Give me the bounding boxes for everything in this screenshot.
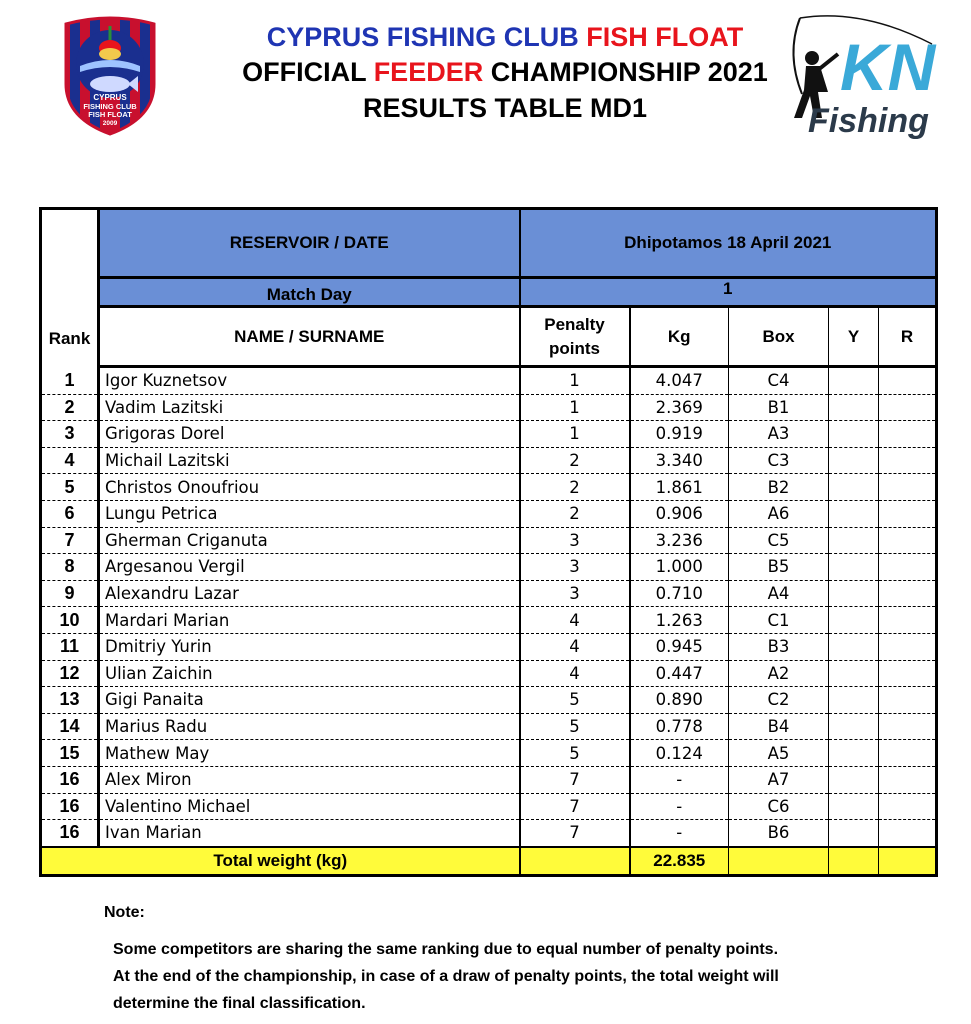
total-penalty-cell xyxy=(520,847,630,876)
table-row xyxy=(41,580,937,607)
rank-cell: 10 xyxy=(41,607,99,634)
rank-cell: 2 xyxy=(41,394,99,421)
note-line-1: Some competitors are sharing the same ranking due to equal number of penalty points. xyxy=(113,941,779,958)
r-cell xyxy=(879,394,937,421)
table-row xyxy=(41,687,937,714)
penalty-header-line2: points xyxy=(549,338,600,358)
logo-text-fishing: Fishing xyxy=(808,102,929,140)
y-cell xyxy=(829,660,879,687)
rank-cell: 1 xyxy=(41,367,99,395)
y-cell xyxy=(829,633,879,660)
penalty-cell: 3 xyxy=(520,527,630,554)
penalty-cell: 1 xyxy=(520,394,630,421)
rank-cell: 15 xyxy=(41,740,99,767)
total-box-cell xyxy=(729,847,829,876)
r-cell xyxy=(879,740,937,767)
reservoir-label: RESERVOIR / DATE xyxy=(99,209,520,278)
kg-cell: - xyxy=(630,820,729,847)
y-cell xyxy=(829,554,879,581)
penalty-cell: 5 xyxy=(520,713,630,740)
box-cell: B4 xyxy=(729,713,829,740)
name-cell: Valentino Michael xyxy=(99,793,520,820)
note-section xyxy=(104,904,924,1017)
kg-cell: 0.906 xyxy=(630,500,729,527)
total-r-cell xyxy=(879,847,937,876)
logo-text-kn: KN xyxy=(840,30,936,104)
kg-cell: 1.263 xyxy=(630,607,729,634)
table-row xyxy=(41,740,937,767)
r-cell xyxy=(879,660,937,687)
penalty-cell: 4 xyxy=(520,660,630,687)
table-row xyxy=(41,607,937,634)
note-line-2: At the end of the championship, in case of a draw of penalty points, the total weight will xyxy=(113,968,779,985)
r-cell xyxy=(879,793,937,820)
logo-text-fishing-club: FISHING CLUB xyxy=(83,102,137,111)
box-cell: B3 xyxy=(729,633,829,660)
title-line-1 xyxy=(170,20,840,54)
penalty-cell: 5 xyxy=(520,687,630,714)
penalty-cell: 4 xyxy=(520,633,630,660)
box-cell: B5 xyxy=(729,554,829,581)
title-championship: CHAMPIONSHIP 2021 xyxy=(490,57,768,87)
penalty-cell: 5 xyxy=(520,740,630,767)
y-cell xyxy=(829,367,879,395)
box-cell: C6 xyxy=(729,793,829,820)
table-row xyxy=(41,421,937,448)
y-cell xyxy=(829,740,879,767)
r-cell xyxy=(879,554,937,581)
table-row xyxy=(41,793,937,820)
title-club-name: CYPRUS FISHING CLUB xyxy=(266,22,579,52)
y-cell xyxy=(829,447,879,474)
name-cell: Michail Lazitski xyxy=(99,447,520,474)
kg-header: Kg xyxy=(630,307,729,367)
box-header: Box xyxy=(729,307,829,367)
name-header: NAME / SURNAME xyxy=(99,307,520,367)
box-cell: A6 xyxy=(729,500,829,527)
r-cell xyxy=(879,500,937,527)
penalty-cell: 2 xyxy=(520,500,630,527)
kg-cell: 3.236 xyxy=(630,527,729,554)
rank-cell: 13 xyxy=(41,687,99,714)
y-cell xyxy=(829,580,879,607)
name-cell: Grigoras Dorel xyxy=(99,421,520,448)
r-cell xyxy=(879,447,937,474)
y-cell xyxy=(829,793,879,820)
rank-cell: 16 xyxy=(41,820,99,847)
angler-logo-icon xyxy=(782,14,942,140)
penalty-cell: 2 xyxy=(520,447,630,474)
kg-cell: 0.890 xyxy=(630,687,729,714)
name-cell: Ulian Zaichin xyxy=(99,660,520,687)
logo-text-cyprus: CYPRUS xyxy=(93,93,127,102)
r-cell xyxy=(879,633,937,660)
name-cell: Argesanou Vergil xyxy=(99,554,520,581)
name-cell: Ivan Marian xyxy=(99,820,520,847)
r-cell xyxy=(879,820,937,847)
penalty-header-line1: Penalty xyxy=(544,314,605,334)
box-cell: C5 xyxy=(729,527,829,554)
name-cell: Dmitriy Yurin xyxy=(99,633,520,660)
r-cell xyxy=(879,474,937,501)
column-header-row xyxy=(41,307,937,367)
table-row xyxy=(41,766,937,793)
table-row xyxy=(41,474,937,501)
penalty-cell: 1 xyxy=(520,421,630,448)
name-cell: Mathew May xyxy=(99,740,520,767)
matchday-value: 1 xyxy=(520,278,937,307)
r-cell xyxy=(879,367,937,395)
title-line-3: RESULTS TABLE MD1 xyxy=(362,93,647,123)
box-cell: C1 xyxy=(729,607,829,634)
r-cell xyxy=(879,421,937,448)
total-y-cell xyxy=(829,847,879,876)
logo-text-fish-float: FISH FLOAT xyxy=(88,110,132,119)
penalty-cell: 4 xyxy=(520,607,630,634)
r-cell xyxy=(879,580,937,607)
y-cell xyxy=(829,607,879,634)
name-cell: Alexandru Lazar xyxy=(99,580,520,607)
box-cell: B6 xyxy=(729,820,829,847)
note-line-3: determine the final classification. xyxy=(113,995,366,1012)
r-header: R xyxy=(879,307,937,367)
total-row xyxy=(41,847,937,876)
name-cell: Alex Miron xyxy=(99,766,520,793)
y-header: Y xyxy=(829,307,879,367)
table-row xyxy=(41,394,937,421)
table-row xyxy=(41,500,937,527)
penalty-cell: 1 xyxy=(520,367,630,395)
reservoir-value: Dhipotamos 18 April 2021 xyxy=(520,209,937,278)
kg-cell: 0.945 xyxy=(630,633,729,660)
penalty-cell: 7 xyxy=(520,766,630,793)
matchday-label: Match Day xyxy=(99,278,520,307)
y-cell xyxy=(829,820,879,847)
name-cell: Lungu Petrica xyxy=(99,500,520,527)
kg-cell: 1.861 xyxy=(630,474,729,501)
box-cell: C2 xyxy=(729,687,829,714)
table-row xyxy=(41,554,937,581)
kg-cell: 2.369 xyxy=(630,394,729,421)
results-table xyxy=(39,207,938,877)
name-cell: Marius Radu xyxy=(99,713,520,740)
table-row xyxy=(41,820,937,847)
box-cell: A2 xyxy=(729,660,829,687)
kg-cell: 0.919 xyxy=(630,421,729,448)
rank-cell: 6 xyxy=(41,500,99,527)
y-cell xyxy=(829,421,879,448)
name-cell: Gherman Criganuta xyxy=(99,527,520,554)
rank-cell: 8 xyxy=(41,554,99,581)
rank-cell: 14 xyxy=(41,713,99,740)
kg-cell: 1.000 xyxy=(630,554,729,581)
total-weight-value: 22.835 xyxy=(630,847,729,876)
kn-fishing-logo xyxy=(782,14,942,140)
kg-cell: 4.047 xyxy=(630,367,729,395)
kg-cell: 0.124 xyxy=(630,740,729,767)
table-row xyxy=(41,367,937,395)
rank-cell: 9 xyxy=(41,580,99,607)
r-cell xyxy=(879,766,937,793)
kg-cell: - xyxy=(630,793,729,820)
name-cell: Igor Kuznetsov xyxy=(99,367,520,395)
r-cell xyxy=(879,607,937,634)
table-row xyxy=(41,660,937,687)
y-cell xyxy=(829,394,879,421)
y-cell xyxy=(829,474,879,501)
note-label: Note: xyxy=(104,904,145,921)
penalty-cell: 7 xyxy=(520,820,630,847)
rank-cell: 4 xyxy=(41,447,99,474)
page-title xyxy=(170,20,840,126)
table-row xyxy=(41,713,937,740)
box-cell: B1 xyxy=(729,394,829,421)
name-cell: Mardari Marian xyxy=(99,607,520,634)
penalty-cell: 7 xyxy=(520,793,630,820)
club-shield-icon xyxy=(58,14,162,136)
box-cell: C4 xyxy=(729,367,829,395)
kg-cell: 3.340 xyxy=(630,447,729,474)
rank-cell: 16 xyxy=(41,766,99,793)
title-line-2 xyxy=(170,54,840,90)
table-row xyxy=(41,633,937,660)
rank-cell: 16 xyxy=(41,793,99,820)
name-cell: Christos Onoufriou xyxy=(99,474,520,501)
rank-header: Rank xyxy=(41,209,99,367)
rank-cell: 11 xyxy=(41,633,99,660)
y-cell xyxy=(829,766,879,793)
title-feeder: FEEDER xyxy=(373,57,484,87)
table-row xyxy=(41,527,937,554)
matchday-row xyxy=(41,278,937,307)
club-logo xyxy=(58,14,162,136)
title-official: OFFICIAL xyxy=(242,57,367,87)
rank-cell: 12 xyxy=(41,660,99,687)
box-cell: A4 xyxy=(729,580,829,607)
penalty-cell: 3 xyxy=(520,580,630,607)
penalty-header xyxy=(520,307,630,367)
name-cell: Vadim Lazitski xyxy=(99,394,520,421)
box-cell: A5 xyxy=(729,740,829,767)
rank-cell: 3 xyxy=(41,421,99,448)
kg-cell: 0.778 xyxy=(630,713,729,740)
table-row xyxy=(41,447,937,474)
y-cell xyxy=(829,500,879,527)
kg-cell: 0.710 xyxy=(630,580,729,607)
penalty-cell: 2 xyxy=(520,474,630,501)
total-label: Total weight (kg) xyxy=(41,847,520,876)
r-cell xyxy=(879,527,937,554)
box-cell: A3 xyxy=(729,421,829,448)
r-cell xyxy=(879,713,937,740)
y-cell xyxy=(829,527,879,554)
box-cell: B2 xyxy=(729,474,829,501)
box-cell: C3 xyxy=(729,447,829,474)
name-cell: Gigi Panaita xyxy=(99,687,520,714)
box-cell: A7 xyxy=(729,766,829,793)
rank-cell: 5 xyxy=(41,474,99,501)
kg-cell: 0.447 xyxy=(630,660,729,687)
title-fish-float: FISH FLOAT xyxy=(586,22,744,52)
y-cell xyxy=(829,687,879,714)
y-cell xyxy=(829,713,879,740)
rank-cell: 7 xyxy=(41,527,99,554)
logo-text-year: 2009 xyxy=(102,120,118,127)
r-cell xyxy=(879,687,937,714)
kg-cell: - xyxy=(630,766,729,793)
reservoir-row xyxy=(41,209,937,278)
penalty-cell: 3 xyxy=(520,554,630,581)
